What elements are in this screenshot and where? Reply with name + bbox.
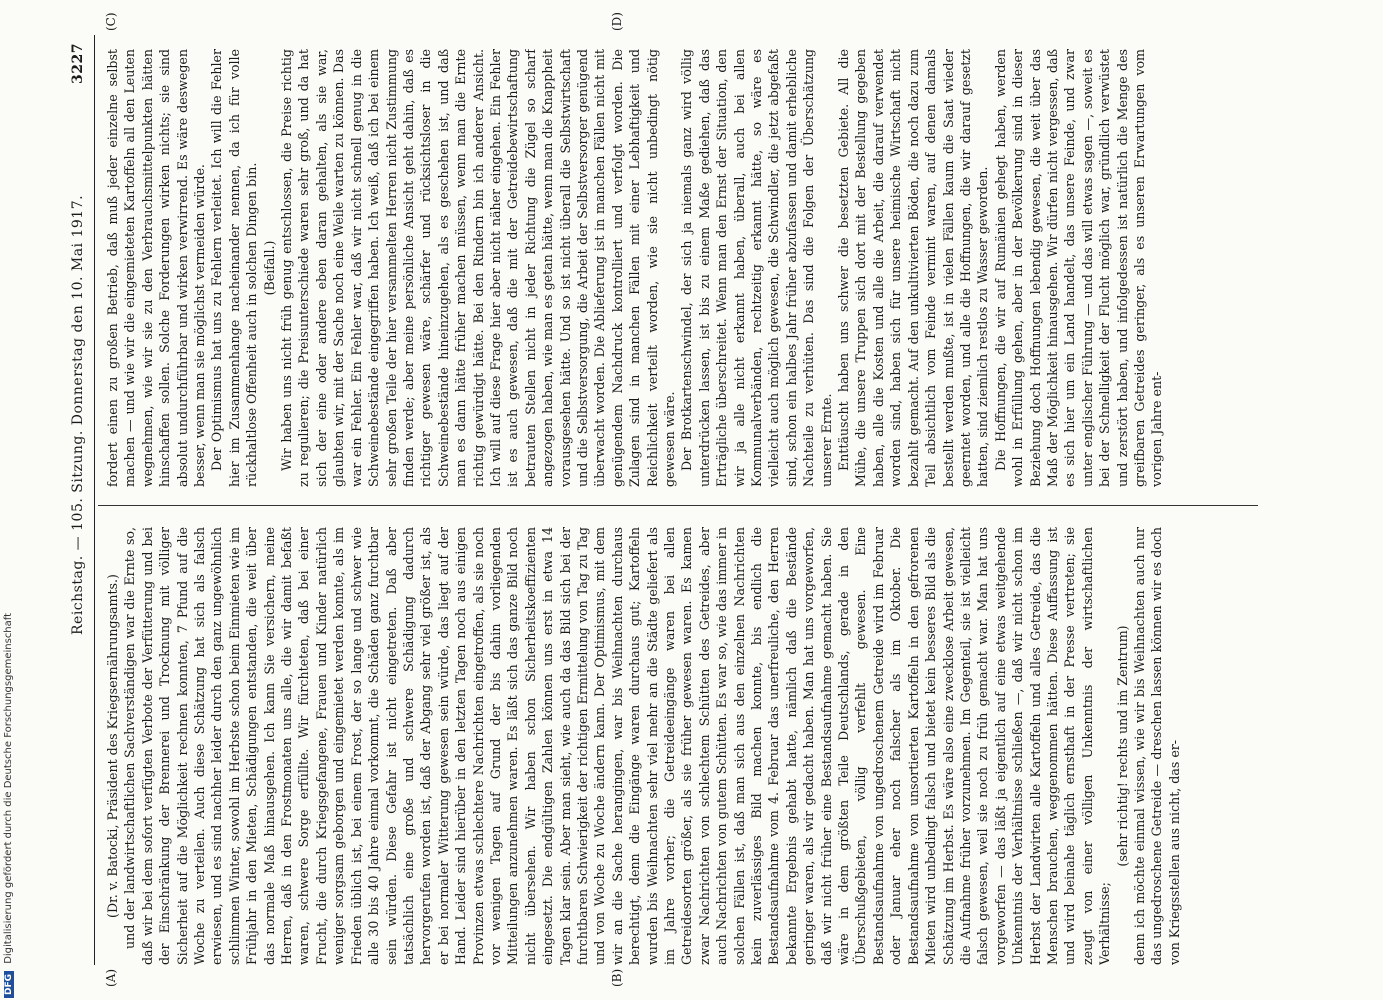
right-paragraph: fordert einen zu großen Betrieb, daß muß jeder einzelne selbst machen — und wie wir die eingemieteten Kartoffeln all den Leuten wegnehmen, wie wir sie zu den Verbrauchsmittelpunkten hätten hinschaffen sollen. Solche Forderungen wirken nichts; sie sind absolut undurchführbar und wirken verwirrend. Es wäre deswegen besser, wenn man sie möglichst vermeiden würde. [105, 49, 208, 487]
column-divider [98, 505, 1258, 506]
digitization-credit [3, 0, 17, 998]
header-rule [94, 35, 95, 965]
margin-mark-b: (B) [610, 968, 624, 987]
margin-mark-a: (A) [104, 968, 118, 987]
credit-text: Digitalisierung gefördert durch die Deutsche Forschungsgemeinschaft [3, 612, 14, 964]
margin-mark-c: (C) [104, 12, 118, 31]
right-paragraph: Wir haben uns nicht früh genug entschlossen, die Preise richtig zu regulieren; die Preisunterschiede waren sehr groß, und da hat sich der eine oder andere eben daran gehalten, als sie war, glaubten wir, mit der Sache noch eine Weile warten zu können. Das war ein Fehler. Ein Fehler war, daß wir nicht schnell genug in die Schweinebestände eingegriffen haben. Ich weiß, daß ich bei einem sehr großen Teile der hier versammelten Herren nicht Zustimmung finden werde; aber meine persönliche Ansicht geht dahin, daß es richtiger gewesen wäre, schärfer und rücksichtsloser in die Schweinebestände hineinzugehen, als es geschehen ist, und daß man es dann hätte früher machen müssen, wenn man die Ernte richtig gewürdigt hätte. Bei den Rindern bin ich anderer Ansicht. Ich will auf diese Frage hier aber nicht näher eingehen. Ein Fehler ist es auch gewesen, daß die mit der Getreidebewirtschaftung betrauten Stellen nicht in jeder Richtung die Zügel so scharf angezogen haben, wie man es getan hätte, wenn man die Knappheit vorausgesehen hätte. Und so ist nicht überall die Selbstwirtschaft und die Selbstversorgung, die Arbeit der Selbstversorger genügend überwacht worden. Die Ablieferung ist in manchen Fällen nicht mit genügendem Nachdruck kontrolliert und verfolgt worden. Die Zulagen sind in manchen Fällen mit einer Lebhaftigkeit und Reichlichkeit verteilt worden, wie sie nicht unbedingt nötig gewesen wäre. [279, 49, 677, 487]
dfg-logo: DFG [4, 971, 14, 998]
right-paragraph: Der Brotkartenschwindel, der sich ja niemals ganz wird völlig unterdrücken lassen, ist bis zu einem Maße gediehen, daß das Erträgliche überschreitet. Wenn man den Ernst der Situation, den wir ja alle nicht erkannt haben, überall, auch bei allen Kommunalverbänden, rechtzeitig erkannt hätte, so wäre es vielleicht auch möglich gewesen, die Schwindler, die jetzt abgefaßt sind, schon ein halbes Jahr früher abzufassen und damit erhebliche Nachteile zu verhüten. Das sind die Folgen der Überschätzung unserer Ernte. [679, 49, 834, 487]
left-paragraph: und der landwirtschaftlichen Sachverständigen war die Ernte so, daß wir bei dem sofort verfügten Verbote der Verfütterung und bei der Einschränkung der Brennerei und Trocknung mit völliger Sicherheit auf die Möglichkeit rechnen konnten, 7 Pfund auf die Woche zu verteilen. Auch diese Schätzung hat sich als falsch erwiesen, und es sind nachher leider durch den ganz ungewöhnlich schlimmen Winter, sowohl im Herbste schon beim Einmieten wie im Frühjahr in den Mieten, Schädigungen entstanden, die weit über das normale Maß hinausgehen. Ich kann Sie versichern, meine Herren, daß in den Frostmonaten uns alle, die wir damit befaßt waren, schwere Sorge erfüllte. Wir fürchteten, daß bei einer Frucht, die durch Kriegsgefangene, Frauen und Kinder natürlich weniger sorgsam geborgen und eingemietet werden konnte, als im Frieden üblich ist, bei einem Frost, der so lange und schwer wie alle 30 bis 40 Jahre einmal vorkommt, die Schäden ganz furchtbar sein würden. Diese Gefahr ist nicht eingetreten. Daß aber tatsächlich eine große und schwere Schädigung dadurch hervorgerufen worden ist, daß der Abgang sehr viel größer ist, als er bei normaler Witterung gewesen sein würde, das liegt auf der Hand. Leider sind hierüber in den letzten Tagen noch aus einigen Provinzen etwas schlechtere Nachrichten eingetroffen, als sie noch vor wenigen Tagen auf Grund der bis dahin vorliegenden Mitteilungen anzunehmen waren. Es läßt sich das ganze Bild noch nicht übersehen. Wir haben schon Sicherheitskoeffizienten eingesetzt. Die endgültigen Zahlen können uns erst in etwa 14 Tagen klar sein. Aber man sieht, wie auch da das Bild sich bei der furchtbaren Schwierigkeit der richtigen Ermittelung von Tag zu Tag und von Woche zu Woche ändern kann. Der Optimismus, mit dem wir an die Sache herangingen, war bis Weihnachten durchaus berechtigt, denn die Eingänge waren durchaus gut; Kartoffeln wurden bis Weihnachten sehr viel mehr an die Städte geliefert als im Jahre vorher; die Getreideeingänge waren bei allen Getreidesorten größer, als sie früher gewesen waren. Es kamen zwar Nachrichten von schlechtem Schütten des Getreides, aber auch Nachrichten von gutem Schütten. Es war so, wie das immer in solchen Fällen ist, daß man sich aus den einzelnen Nachrichten kein zuverlässiges Bild machen konnte, bis endlich die Bestandsaufnahme vom 4. Februar das unerfreuliche, den Herren bekannte Ergebnis gehabt hatte, nämlich daß die Bestände geringer waren, als wir gedacht haben. Man hat uns vorgeworfen, daß wir nicht früher eine Bestandsaufnahme gemacht haben. Sie wäre in dem größten Teile Deutschlands, gerade in den Überschußgebieten, völlig verfehlt gewesen. Eine Bestandsaufnahme von ungedroschenem Getreide wird im Februar oder Januar eher noch falscher als im Oktober. Die Bestandsaufnahme von unsortierten Kartoffeln in den gefrorenen Mieten wird unbedingt falsch und bietet kein besseres Bild als die Schätzung im Herbst. Es wäre also eine zwecklose Arbeit gewesen, die Aufnahme früher vorzunehmen. Im Gegenteil, sie ist vielleicht falsch gewesen, weil sie noch zu früh gemacht war. Man hat uns vorgeworfen — das läßt ja eigentlich auf eine etwas weitgehende Unkenntnis der Verhältnisse schließen —, daß wir nicht schon im Herbst der Landwirten alle Kartoffeln und alles Getreide, das die Menschen brauchen, weggenommen hätten. Diese Auffassung ist und wird beinahe täglich ernsthaft in der Presse vertreten; sie zeugt von einer völligen Unkenntnis der wirtschaftlichen Verhältnisse; [122, 527, 1113, 965]
rotated-page-content [70, 12, 1320, 987]
header-title: Reichstag. — 105. Sitzung. Donnerstag den 10. Mai 1917. [70, 194, 86, 635]
right-paragraph: Enttäuscht haben uns schwer die besetzten Gebiete. All die Mühe, die unsere Truppen sich dort mit der Bestellung gegeben haben, alle die Kosten und alle die Arbeit, die darauf verwendet worden sind, haben sich für unsere heimische Wirtschaft nicht bezahlt gemacht. Auf den unkultivierten Böden, die noch dazu zum Teil absichtlich vom Feinde vermint waren, auf denen damals bestellt werden mußte, ist in vielen Fällen kaum die Saat wieder geerntet worden, und alle die Hoffnungen, die wir darauf gesetzt hatten, sind ziemlich restlos zu Wasser geworden. [836, 49, 991, 487]
margin-mark-d: (D) [610, 12, 624, 31]
page-header [70, 35, 94, 965]
page-number: 3227 [70, 43, 86, 84]
left-column [104, 527, 1304, 965]
applause-note: (Beifall.) [261, 240, 277, 296]
speaker-intro: (Dr. v. Batocki, Präsident des Kriegsernährungsamts.) [105, 574, 120, 918]
left-closing-paragraph: denn ich möchte einmal wissen, wie wir bis Weihnachten auch nur das ungedroschene Getreide — dreschen lassen können wir es doch von Kriegsstellen aus nicht, das er- [1131, 527, 1182, 965]
right-column [104, 49, 1304, 487]
right-paragraph: Der Optimismus hat uns zu Fehlern verleitet. Ich will die Fehler hier im Zusammenhange nacheinander nennen, da ich für volle rückhaltlose Offenheit auch in solchen Dingen bin. [209, 49, 260, 487]
right-paragraph: Die Hoffnungen, die wir auf Rumänien gehegt haben, werden wohl in Erfüllung gehen, aber in der Bevölkerung sind in dieser Beziehung doch Hoffnungen lebendig gewesen, die weit über das Maß der Möglichkeit hinausgehen. Wir dürfen nicht vergessen, daß es sich hier um ein Land handelt, das unsere Feinde, und zwar unter englischer Führung — und das will etwas sagen —, soweit es bei der Schnelligkeit der Flucht möglich war, gründlich verwüstet und zerstört haben, und infolgedessen ist natürlich die Menge des greifbaren Getreides geringer, als es unseren Erwartungen vom vorigen Jahre ent- [992, 49, 1165, 487]
interjection: (sehr richtig! rechts und im Zentrum) [1114, 625, 1130, 867]
